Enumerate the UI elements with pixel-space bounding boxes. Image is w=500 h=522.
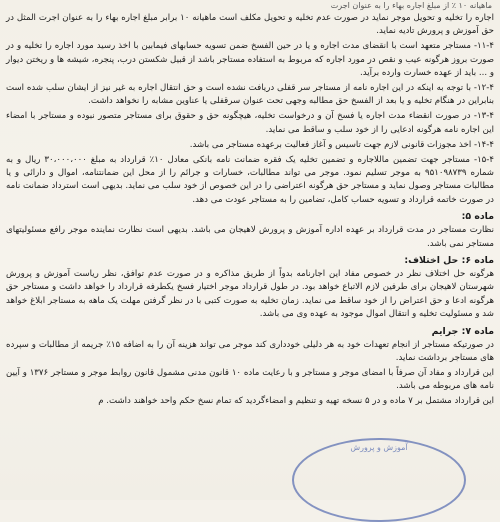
clause-4-15: ۱۵-۴- مستاجر جهت تضمین ماللاجاره و تضمین تخلیه یک فقره ضمانت نامه بانکی معادل ۱۰٪ قرارداد به مبلغ ۳۰،۰۰۰،۰۰۰ ریال و به شماره ۹۵۱۰۹۸۷۳۹ به موجر تسلیم نمود. موجر می تواند مطالبات، خسارات و جرائم را از محل این ضمانتنامه، اموال و دارائی و یا مطالبات مستاجر وصول نماید و مستاجر حق هرگونه اعتراضی را در این خصوص از خود سلب می نماید. بدیهی است استرداد ضمانت نامه در صورت خاتمه قرارداد و تسویه حساب کامل، تضامین را به مستاجر عودت می دهد. — [6, 154, 495, 205]
clause-4-11: ۱۱-۴- مستاجر متعهد است با انقضای مدت اجاره و یا در حین الفسخ ضمن تسویه حسابهای فیمابین با اخذ رسید مورد اجاره را تخلیه و در صورت بروز هرگونه عیب و نقص در مورد اجاره که مربوط به استفاده مستاجر باشد از قبیل شکستن درب، پنجره، شیشه ها و ریختن دیوار و ... باید از عهده خسارت وارده برآید. — [6, 41, 494, 79]
article-5-text: نظارت مستاجر در مدت قرارداد بر عهده اداره آموزش و پرورش لاهیجان می باشد. بدیهی است نظارت نماینده موجر رافع مسئولیتهای مستاجر نمی باشد. — [6, 225, 494, 249]
clause-4-14: ۱۴-۴- اخذ مجوزات قانونی لازم جهت تاسیس و آغاز فعالیت برعهده مستاجر می باشد. — [189, 139, 494, 150]
clause-4-12: ۱۲-۴- با توجه به اینکه در این اجاره نامه از مستاجر سر قفلی دریافت نشده است و حق انتقال اجاره به غیر نیز از ایشان سلب شده است بنابراین در هنگام تخلیه و یا بعد از الفسخ حق مطالبه وجهی تحت عنوان سرقفلی یا عناوین مشابه را نخواهد داشت. — [6, 83, 494, 107]
article-5-title: ماده ۵: — [461, 211, 494, 223]
article-7-title: ماده ۷: جرایم — [431, 325, 494, 337]
header-fragment: ماهیانه ۱۰ ٪ از مبلغ اجاره بهاء را به عنوان اجرت — [330, 1, 492, 10]
article-6-text: هرگونه حل اختلاف نظر در خصوص مفاد این اجارنامه بدواً از طریق مذاکره و در صورت عدم توافق، نظر ریاست آموزش و پرورش شهرستان لاهیجان برای طرفین لازم الاتباع خواهد بود. در طول قرارداد موجر اختیار فسخ یکطرفه قرارداد را خواهد داشت و مستاجر حق هرگونه ادعا و حق اعتراض را از خود ساقط می نماید. زمان تخلیه به صورت کتبی با در نظر گرفتن مهلت یک ماهه به مستاجر ابلاغ خواهد شد و مسئولیت تخلیه و انتقال اموال موجود به عهده وی می باشد. — [6, 269, 494, 320]
paragraph-intro: اجاره را تخلیه و تحویل موجر نماید در صورت عدم تخلیه و تحویل مکلف است ماهیانه ۱۰ برابر مبلغ اجاره بهاء را به عنوان اجرت المثل در حق آموزش و پرورش تادیه نماید. — [6, 13, 494, 37]
clause-4-13: ۱۳-۴- در صورت انقضاء مدت اجاره یا فسخ آن و درخواست تخلیه، هیچگونه حق و حقوق برای مستاجر متصور نبوده و مستاجر با امضاء این اجاره نامه هرگونه ادعایی را از خود سلب و ساقط می نماید. — [6, 111, 494, 135]
article-7-paragraph: در صورتیکه مستاجر از انجام تعهدات خود به هر دلیلی خودداری کند موجر می تواند هزینه آن را به اضافه ۱۵٪ جریمه از مطالبات و سپرده های مستاجر برداشت نماید. — [6, 339, 495, 364]
seal-text: آموزش و پرورش — [350, 443, 408, 452]
contract-body — [6, 12, 494, 500]
closing-paragraph: این قرارداد مشتمل بر ۷ ماده و در ۵ نسخه تهیه و تنظیم و امضاءگردید که تمام نسخ حکم واحد خواهند داشت. م — [98, 396, 494, 407]
article-7-paragraph: این قرارداد و مفاد آن صرفاً با امضای موجر و مستاجر و با رعایت ماده ۱۰ قانون مدنی مشمول قانون روابط موجر و مستاجر ۱۳۷۶ و آیین نامه های مربوطه می باشد. — [6, 367, 494, 392]
official-seal-stamp — [292, 438, 466, 522]
article-6-title: ماده ۶: حل اختلاف: — [404, 255, 494, 266]
